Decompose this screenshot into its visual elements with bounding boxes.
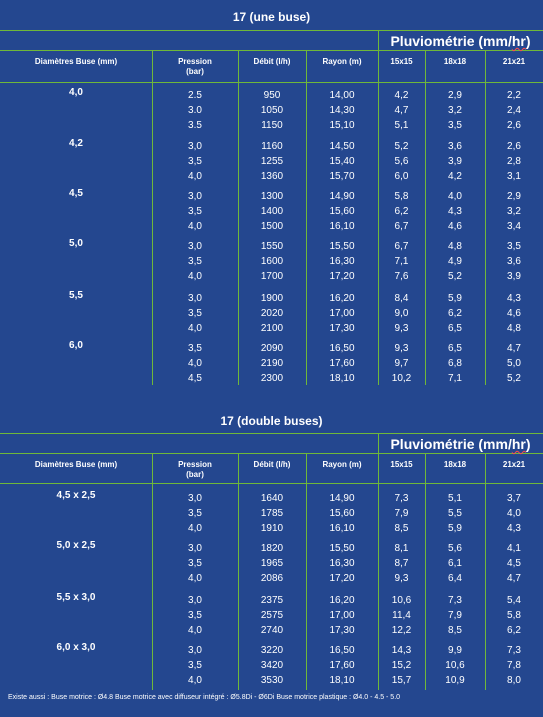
nozzle-diameter: 4,5 [69, 188, 83, 199]
cell-18x18: 4,8 [448, 241, 462, 252]
cell-debit: 1400 [260, 206, 284, 217]
cell-rayon: 16,30 [329, 256, 355, 267]
header-pression-unit: (bar) [186, 470, 204, 479]
cell-21x21: 2,8 [507, 156, 521, 167]
cell-18x18: 6,5 [448, 343, 462, 354]
cell-21x21: 3,5 [507, 241, 521, 252]
cell-debit: 1550 [260, 241, 284, 252]
cell-15x15: 7,9 [394, 508, 409, 519]
header-debit: Débit (l/h) [253, 57, 291, 66]
cell-rayon: 14,90 [329, 493, 355, 504]
cell-rayon: 17,30 [329, 323, 355, 334]
pluviometrie-text: hr [511, 436, 526, 452]
cell-debit: 1910 [260, 523, 284, 534]
cell-rayon: 17,60 [329, 358, 355, 369]
cell-21x21: 4,3 [507, 523, 521, 534]
cell-15x15: 8,4 [394, 293, 409, 304]
cell-pression: 3.5 [188, 120, 202, 131]
cell-pression: 3,5 [188, 308, 202, 319]
cell-15x15: 8,1 [394, 543, 409, 554]
cell-15x15: 14,3 [391, 645, 412, 656]
cell-15x15: 5,2 [394, 141, 409, 152]
header-15x15: 15x15 [390, 57, 413, 66]
cell-debit: 1255 [260, 156, 284, 167]
cell-pression: 4,0 [188, 221, 202, 232]
cell-rayon: 17,20 [329, 573, 355, 584]
table-rule [0, 453, 543, 454]
cell-15x15: 6,7 [394, 241, 409, 252]
cell-pression: 4,0 [188, 625, 202, 636]
cell-debit: 2575 [260, 610, 284, 621]
cell-pression: 3,0 [188, 241, 202, 252]
cell-21x21: 2,6 [507, 120, 521, 131]
header-pression-label: Pression [178, 57, 212, 66]
cell-15x15: 5,6 [394, 156, 409, 167]
cell-pression: 3,5 [188, 660, 202, 671]
cell-21x21: 7,8 [507, 660, 521, 671]
cell-15x15: 6,2 [394, 206, 409, 217]
cell-21x21: 5,2 [507, 373, 521, 384]
cell-18x18: 10,6 [445, 660, 465, 671]
nozzle-diameter: 4,5 x 2,5 [56, 490, 96, 501]
pluviometrie-header [378, 33, 543, 49]
cell-18x18: 3,6 [448, 141, 462, 152]
cell-18x18: 6,5 [448, 323, 462, 334]
pluviometrie-text: ) [525, 33, 531, 49]
cell-rayon: 17,00 [329, 610, 355, 621]
cell-18x18: 3,9 [448, 156, 462, 167]
cell-debit: 2020 [260, 308, 284, 319]
cell-18x18: 5,5 [448, 508, 462, 519]
cell-debit: 1500 [260, 221, 284, 232]
header-rayon: Rayon (m) [322, 460, 362, 469]
cell-18x18: 5,9 [448, 293, 462, 304]
cell-rayon: 16,10 [329, 523, 355, 534]
cell-15x15: 9,7 [394, 358, 409, 369]
cell-rayon: 14,00 [329, 90, 355, 101]
cell-debit: 2090 [260, 343, 284, 354]
cell-debit: 1150 [261, 120, 283, 131]
cell-pression: 3,0 [188, 191, 202, 202]
cell-rayon: 18,10 [329, 675, 355, 686]
cell-21x21: 4,6 [507, 308, 521, 319]
cell-pression: 4,5 [188, 373, 202, 384]
cell-rayon: 17,20 [329, 271, 355, 282]
header-18x18: 18x18 [443, 57, 467, 66]
cell-21x21: 3,9 [507, 271, 521, 282]
nozzle-diameter: 5,0 x 2,5 [56, 540, 96, 551]
header-rayon: Rayon (m) [322, 57, 362, 66]
cell-rayon: 15,40 [329, 156, 355, 167]
table-rule [0, 483, 543, 484]
nozzle-diameter: 6,0 [69, 340, 83, 351]
cell-21x21: 4,5 [507, 558, 521, 569]
table-rule [0, 82, 543, 83]
cell-18x18: 7,1 [448, 373, 462, 384]
cell-debit: 2375 [260, 595, 284, 606]
cell-debit: 2300 [260, 373, 284, 384]
cell-15x15: 10,6 [391, 595, 412, 606]
cell-15x15: 7,1 [394, 256, 409, 267]
cell-18x18: 9,9 [448, 645, 462, 656]
header-pression-label: Pression [178, 460, 212, 469]
cell-rayon: 15,70 [329, 171, 355, 182]
cell-21x21: 4,8 [507, 323, 521, 334]
cell-pression: 3,0 [188, 493, 202, 504]
cell-pression: 3,0 [188, 293, 202, 304]
cell-debit: 2190 [260, 358, 284, 369]
cell-rayon: 16,20 [329, 595, 355, 606]
cell-pression: 2.5 [188, 90, 202, 101]
cell-debit: 1965 [260, 558, 284, 569]
cell-debit: 1600 [260, 256, 284, 267]
cell-21x21: 2,2 [507, 90, 521, 101]
cell-pression: 3,5 [188, 206, 202, 217]
header-pression-unit: (bar) [186, 67, 204, 76]
cell-rayon: 15,50 [329, 543, 355, 554]
cell-rayon: 15,50 [329, 241, 355, 252]
cell-18x18: 7,9 [448, 610, 462, 621]
cell-rayon: 16,20 [329, 293, 355, 304]
cell-pression: 4,0 [188, 358, 202, 369]
cell-rayon: 15,60 [329, 508, 355, 519]
cell-15x15: 7,6 [394, 271, 409, 282]
pluviometrie-text: Pluviométrie (mm/ [390, 33, 512, 49]
cell-pression: 4,0 [188, 271, 202, 282]
cell-21x21: 6,2 [507, 625, 521, 636]
cell-21x21: 8,0 [507, 675, 521, 686]
cell-15x15: 8,7 [394, 558, 409, 569]
cell-pression: 3,5 [188, 343, 202, 354]
cell-21x21: 3,1 [507, 171, 521, 182]
cell-21x21: 4,7 [507, 573, 521, 584]
cell-debit: 1360 [260, 171, 284, 182]
cell-18x18: 5,1 [448, 493, 462, 504]
cell-15x15: 9,3 [394, 573, 409, 584]
cell-21x21: 4,0 [507, 508, 521, 519]
cell-debit: 1640 [260, 493, 284, 504]
footer-note: Existe aussi : Buse motrice : Ø4.8 Buse motrice avec diffuseur intégré : Ø5.8Di - Ø6Di Buse motrice plastique : Ø4.0 - 4.5 - 5.0 [8, 694, 401, 701]
cell-15x15: 6,0 [394, 171, 409, 182]
cell-debit: 1785 [260, 508, 284, 519]
cell-21x21: 2,9 [507, 191, 521, 202]
cell-pression: 4,0 [188, 323, 202, 334]
cell-15x15: 5,8 [394, 191, 409, 202]
cell-18x18: 6,8 [448, 358, 462, 369]
cell-pression: 4,0 [188, 171, 202, 182]
header-diametre: Diamètres Buse (mm) [34, 460, 118, 469]
cell-rayon: 15,10 [329, 120, 355, 131]
cell-21x21: 5,8 [507, 610, 521, 621]
cell-debit: 1160 [261, 141, 283, 152]
header-pression [152, 57, 238, 77]
cell-21x21: 3,6 [507, 256, 521, 267]
cell-18x18: 4,0 [448, 191, 462, 202]
cell-15x15: 9,0 [394, 308, 409, 319]
cell-21x21: 3,2 [507, 206, 521, 217]
cell-rayon: 16,30 [329, 558, 355, 569]
pluviometrie-header [378, 436, 543, 452]
cell-debit: 950 [263, 90, 281, 101]
cell-18x18: 7,3 [448, 595, 462, 606]
cell-15x15: 8,5 [394, 523, 409, 534]
nozzle-diameter: 5,0 [69, 238, 83, 249]
nozzle-diameter: 4,2 [69, 138, 83, 149]
cell-pression: 3,5 [188, 256, 202, 267]
cell-rayon: 17,30 [329, 625, 355, 636]
cell-18x18: 5,9 [448, 523, 462, 534]
cell-21x21: 4,1 [507, 543, 521, 554]
header-15x15: 15x15 [390, 460, 413, 469]
cell-debit: 1900 [260, 293, 284, 304]
cell-rayon: 14,90 [329, 191, 355, 202]
cell-pression: 4,0 [188, 523, 202, 534]
header-diametre: Diamètres Buse (mm) [34, 57, 118, 66]
cell-18x18: 6,4 [448, 573, 462, 584]
cell-rayon: 14,50 [329, 141, 355, 152]
cell-21x21: 7,3 [507, 645, 521, 656]
cell-pression: 4,0 [188, 573, 202, 584]
cell-debit: 2740 [260, 625, 284, 636]
cell-debit: 3420 [260, 660, 284, 671]
cell-21x21: 2,4 [507, 105, 521, 116]
cell-rayon: 17,60 [329, 660, 355, 671]
section-title: 17 (double buses) [220, 414, 323, 428]
cell-debit: 3530 [260, 675, 284, 686]
cell-debit: 2086 [260, 573, 284, 584]
cell-pression: 3,0 [188, 543, 202, 554]
cell-15x15: 4,7 [394, 105, 409, 116]
cell-18x18: 4,9 [448, 256, 462, 267]
cell-pression: 3,0 [188, 645, 202, 656]
cell-pression: 3,5 [188, 156, 202, 167]
cell-18x18: 6,2 [448, 308, 462, 319]
cell-15x15: 7,3 [394, 493, 409, 504]
table-rule [0, 433, 543, 434]
cell-21x21: 4,3 [507, 293, 521, 304]
cell-18x18: 8,5 [448, 625, 462, 636]
cell-18x18: 5,2 [448, 271, 462, 282]
cell-18x18: 10,9 [445, 675, 465, 686]
cell-pression: 3.0 [188, 105, 202, 116]
header-18x18: 18x18 [443, 460, 467, 469]
cell-pression: 4,0 [188, 675, 202, 686]
cell-15x15: 6,7 [394, 221, 409, 232]
cell-rayon: 15,60 [329, 206, 355, 217]
cell-15x15: 9,3 [394, 343, 409, 354]
cell-21x21: 5,0 [507, 358, 521, 369]
section-title: 17 (une buse) [232, 10, 311, 24]
cell-pression: 3,5 [188, 508, 202, 519]
cell-18x18: 4,6 [448, 221, 462, 232]
cell-pression: 3,0 [188, 595, 202, 606]
cell-15x15: 5,1 [394, 120, 409, 131]
pluviometrie-text: Pluviométrie (mm/ [390, 436, 512, 452]
cell-debit: 2100 [260, 323, 284, 334]
pluviometrie-text: hr [511, 33, 526, 49]
nozzle-diameter: 5,5 [69, 290, 83, 301]
cell-15x15: 12,2 [391, 625, 412, 636]
cell-debit: 1700 [260, 271, 284, 282]
cell-18x18: 4,3 [448, 206, 462, 217]
cell-18x18: 5,6 [448, 543, 462, 554]
nozzle-diameter: 6,0 x 3,0 [56, 642, 96, 653]
cell-rayon: 14,30 [329, 105, 355, 116]
header-debit: Débit (l/h) [253, 460, 291, 469]
cell-debit: 1300 [260, 191, 284, 202]
cell-15x15: 4,2 [394, 90, 409, 101]
cell-18x18: 4,2 [448, 171, 462, 182]
table-rule [0, 30, 543, 31]
cell-rayon: 17,00 [329, 308, 355, 319]
cell-15x15: 15,2 [391, 660, 412, 671]
table-rule [0, 50, 543, 51]
header-21x21: 21x21 [502, 460, 526, 469]
cell-21x21: 3,7 [507, 493, 521, 504]
cell-18x18: 6,1 [448, 558, 462, 569]
cell-pression: 3,5 [188, 610, 202, 621]
cell-rayon: 16,50 [329, 343, 355, 354]
cell-rayon: 16,10 [329, 221, 355, 232]
cell-21x21: 4,7 [507, 343, 521, 354]
pluviometrie-text: ) [525, 436, 531, 452]
cell-21x21: 5,4 [507, 595, 521, 606]
cell-debit: 3220 [260, 645, 284, 656]
cell-rayon: 16,50 [329, 645, 355, 656]
nozzle-diameter: 5,5 x 3,0 [56, 592, 96, 603]
cell-21x21: 3,4 [507, 221, 521, 232]
cell-debit: 1050 [260, 105, 284, 116]
cell-18x18: 3,2 [448, 105, 462, 116]
cell-15x15: 15,7 [391, 675, 412, 686]
cell-21x21: 2,6 [507, 141, 521, 152]
cell-debit: 1820 [260, 543, 284, 554]
cell-pression: 3,5 [188, 558, 202, 569]
cell-18x18: 2,9 [448, 90, 462, 101]
cell-15x15: 10,2 [391, 373, 412, 384]
cell-15x15: 11,4 [392, 610, 411, 621]
nozzle-diameter: 4,0 [69, 87, 83, 98]
cell-15x15: 9,3 [394, 323, 409, 334]
cell-rayon: 18,10 [329, 373, 355, 384]
cell-pression: 3,0 [188, 141, 202, 152]
cell-18x18: 3,5 [448, 120, 462, 131]
header-pression [152, 460, 238, 480]
header-21x21: 21x21 [502, 57, 526, 66]
